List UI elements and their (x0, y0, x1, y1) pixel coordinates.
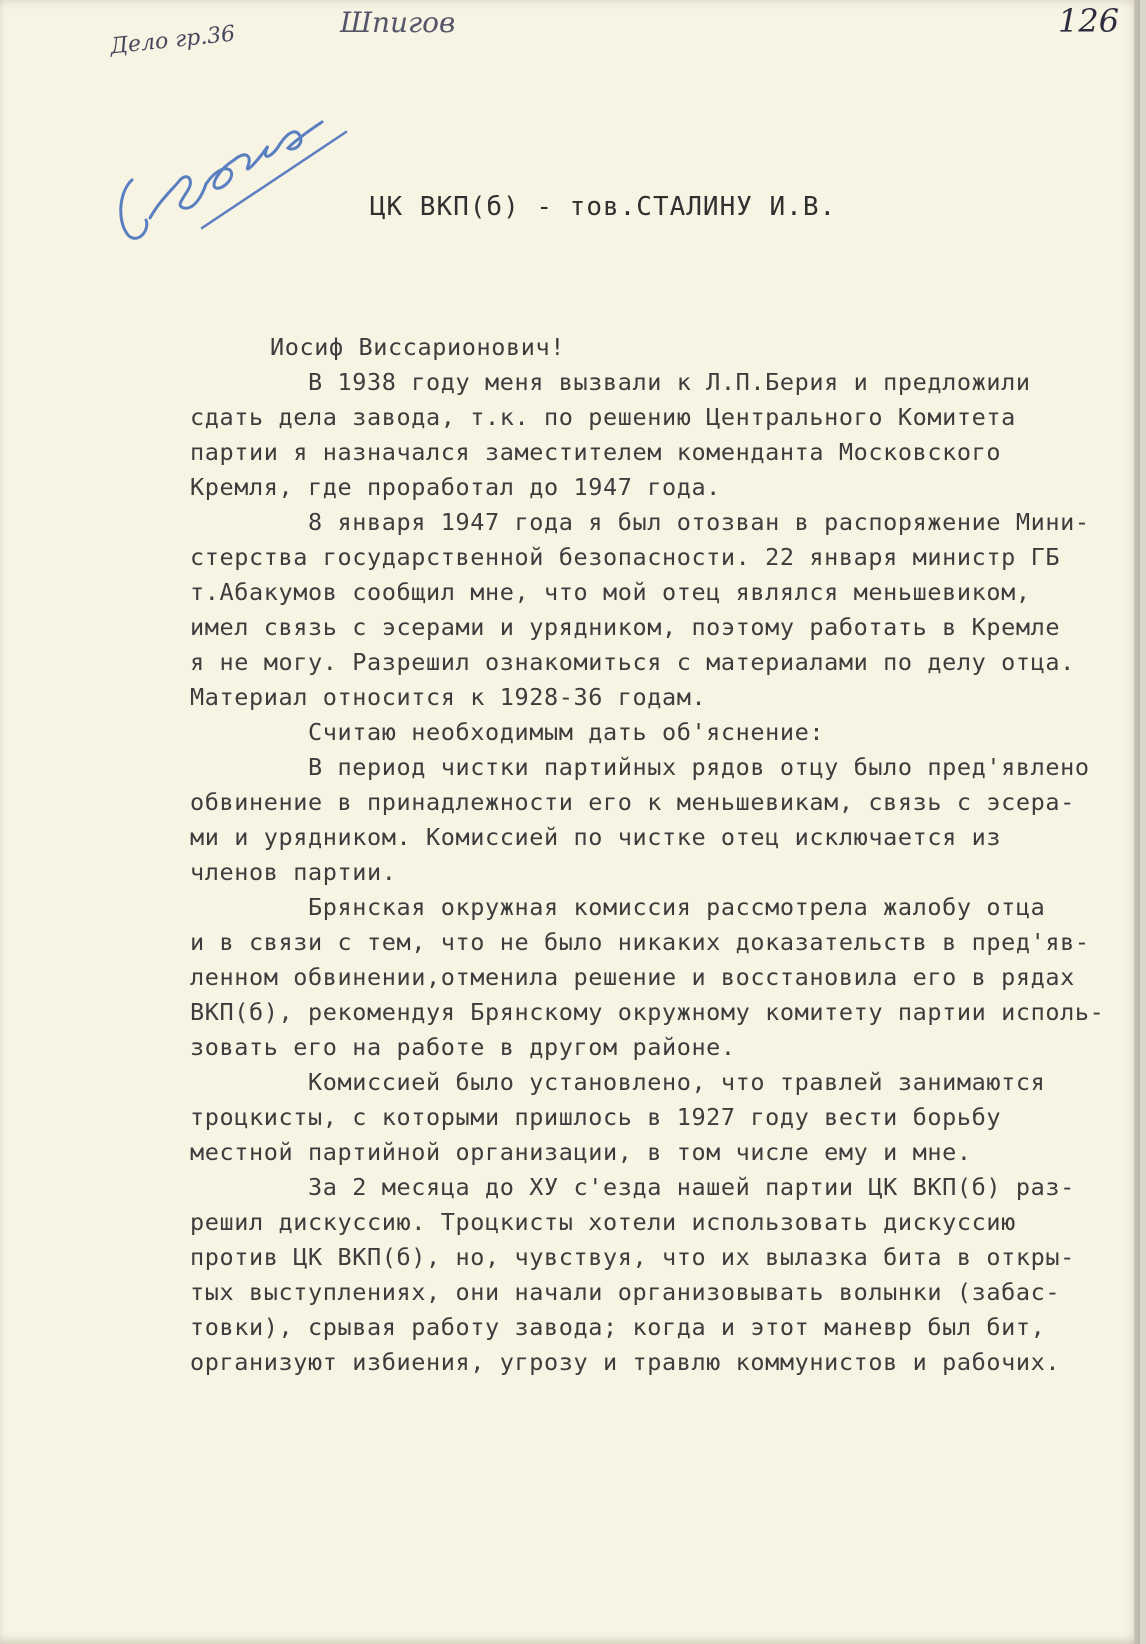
letter-lines (190, 365, 1110, 1380)
text-line: зовать его на работе в другом районе. (190, 1033, 736, 1061)
text-line: 8 января 1947 года я был отозван в распоряжение Мини- (190, 508, 1090, 536)
text-line: членов партии. (190, 858, 397, 886)
text-line: я не могу. Разрешил ознакомиться с материалами по делу отца. (190, 648, 1075, 676)
text-line: и в связи с тем, что не было никаких доказательств в пред'яв- (190, 928, 1090, 956)
svodka-handwritten-note (110, 110, 350, 260)
text-line: стерства государственной безопасности. 22 января министр ГБ (190, 543, 1061, 571)
case-number-note: Дело гр.36 (109, 21, 237, 60)
page-number: 126 (1058, 2, 1120, 40)
text-line: В 1938 году меня вызвали к Л.П.Берия и предложили (190, 368, 1031, 396)
text-line: обвинение в принадлежности его к меньшевикам, связь с эсера- (190, 788, 1075, 816)
text-line: Кремля, где проработал до 1947 года. (190, 473, 721, 501)
text-line: Брянская окружная комиссия рассмотрела жалобу отца (190, 893, 1046, 921)
text-line: местной партийной организации, в том числе ему и мне. (190, 1138, 972, 1166)
text-line: Комиссией было установлено, что травлей занимаются (190, 1068, 1046, 1096)
addressee-line: ЦК ВКП(б) - тов.СТАЛИНУ И.В. (369, 192, 837, 222)
text-line: ми и урядником. Комиссией по чистке отец исключается из (190, 823, 1002, 851)
page-edge (1134, 0, 1140, 1644)
text-line: За 2 месяца до ХУ с'езда нашей партии ЦК ВКП(б) раз- (190, 1173, 1075, 1201)
text-line: партии я назначался заместителем коменданта Московского (190, 438, 1002, 466)
text-line: троцкисты, с которыми пришлось в 1927 году вести борьбу (190, 1103, 1002, 1131)
text-line: Материал относится к 1928-36 годам. (190, 683, 707, 711)
text-line: против ЦК ВКП(б), но, чувствуя, что их вылазка бита в откры- (190, 1243, 1075, 1271)
text-line: организуют избиения, угрозу и травлю коммунистов и рабочих. (190, 1348, 1061, 1376)
text-line: ленном обвинении,отменила решение и восстановила его в рядах (190, 963, 1075, 991)
letter-body (190, 330, 1110, 1380)
text-line: имел связь с эсерами и урядником, поэтому работать в Кремле (190, 613, 1061, 641)
text-line: сдать дела завода, т.к. по решению Центрального Комитета (190, 403, 1016, 431)
text-line: решил дискуссию. Троцкисты хотели использовать дискуссию (190, 1208, 1016, 1236)
text-line: товки), срывая работу завода; когда и этот маневр был бит, (190, 1313, 1046, 1341)
greeting: Иосиф Виссарионович! (270, 333, 565, 361)
text-line: ВКП(б), рекомендуя Брянскому окружному комитету партии исполь- (190, 998, 1105, 1026)
text-line: т.Абакумов сообщил мне, что мой отец являлся меньшевиком, (190, 578, 1031, 606)
surname-note: Шпигов (340, 6, 456, 39)
text-line: тых выступлениях, они начали организовывать волынки (забас- (190, 1278, 1061, 1306)
text-line: В период чистки партийных рядов отцу было пред'явлено (190, 753, 1090, 781)
text-line: Считаю необходимым дать об'яснение: (190, 718, 825, 746)
